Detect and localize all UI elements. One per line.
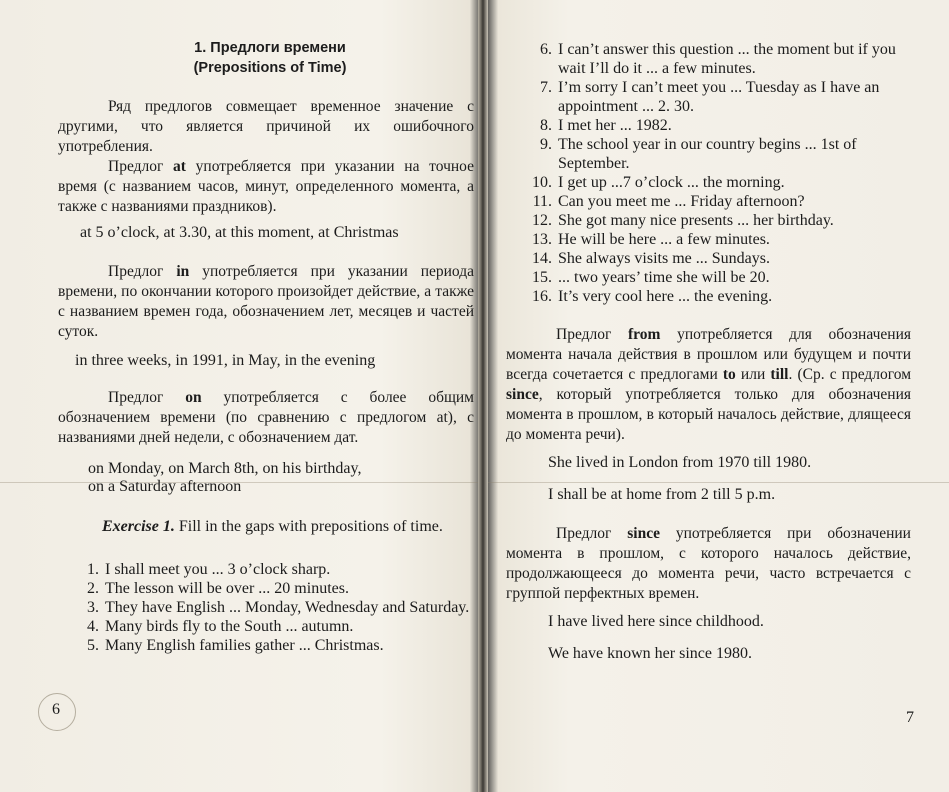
- list-item: [528, 230, 913, 249]
- item-text: It’s very cool here ... the evening.: [558, 288, 773, 305]
- item-number: 4.: [87, 618, 99, 635]
- item-text: Can you meet me ... Friday afternoon?: [558, 193, 805, 210]
- on-paragraph: [58, 388, 474, 448]
- since-post: употребляется при обозначении момента в прошлом, с которого началось действие, продолжающееся до момента речи, часто встречается с группой перфектных времен.: [506, 525, 911, 602]
- at-keyword: at: [173, 158, 186, 175]
- list-item: [75, 636, 470, 655]
- item-text: I met her ... 1982.: [558, 117, 672, 134]
- item-number: 3.: [87, 599, 99, 616]
- since-pre: Предлог: [556, 525, 628, 542]
- item-text: I get up ...7 o’clock ... the morning.: [558, 174, 785, 191]
- list-item: [528, 211, 913, 230]
- item-text: I shall meet you ... 3 o’clock sharp.: [105, 561, 331, 578]
- on-examples-line-2: on a Saturday afternoon: [88, 478, 242, 495]
- on-examples-line-1: on Monday, on March 8th, on his birthday,: [88, 460, 362, 477]
- exercise-instruction: Fill in the gaps with prepositions of time.: [174, 518, 443, 535]
- at-pre: Предлог: [108, 158, 174, 175]
- item-text: They have English ... Monday, Wednesday and Saturday.: [105, 599, 470, 616]
- section-title: [120, 38, 420, 78]
- from-mid2: . (Ср. с предлогом: [788, 366, 912, 383]
- list-item: [528, 268, 913, 287]
- item-number: 11.: [532, 193, 552, 210]
- item-text: The school year in our country begins ... 1st of September.: [558, 136, 857, 172]
- item-text: He will be here ... a few minutes.: [558, 231, 770, 248]
- list-item: [75, 617, 470, 636]
- item-number: 12.: [532, 212, 552, 229]
- from-mid: употребляется для обозначения момента начала действия в прошлом или будущем и почти всегда сочетается с предлогами: [506, 326, 911, 383]
- since-keyword-a: since: [506, 386, 539, 403]
- exercise-list-left: [75, 560, 470, 655]
- since-keyword: since: [627, 525, 660, 542]
- exercise-label: Exercise 1.: [102, 518, 175, 535]
- in-pre: Предлог: [108, 263, 177, 280]
- list-item: [528, 40, 913, 78]
- list-item: [75, 598, 470, 617]
- item-text: She got many nice presents ... her birthday.: [558, 212, 834, 229]
- on-pre: Предлог: [108, 389, 186, 406]
- in-examples: in three weeks, in 1991, in May, in the evening: [75, 352, 376, 369]
- list-item: [528, 249, 913, 268]
- title-russian: 1. Предлоги времени: [194, 40, 346, 56]
- till-keyword: till: [770, 366, 789, 383]
- on-keyword: on: [185, 389, 202, 406]
- item-text: ... two years’ time she will be 20.: [558, 269, 770, 286]
- item-text: She always visits me ... Sundays.: [558, 250, 770, 267]
- from-pre: Предлог: [556, 326, 628, 343]
- list-item: [528, 287, 913, 306]
- item-number: 10.: [532, 174, 552, 191]
- item-number: 7.: [540, 79, 552, 96]
- from-paragraph: [506, 325, 911, 445]
- from-keyword: from: [628, 326, 661, 343]
- page-number-left: 6: [52, 701, 60, 718]
- item-text: Many birds fly to the South ... autumn.: [105, 618, 354, 635]
- item-text: The lesson will be over ... 20 minutes.: [105, 580, 349, 597]
- exercise-list-right: [528, 40, 913, 306]
- or-word: или: [735, 366, 771, 383]
- at-paragraph: [58, 157, 474, 217]
- list-item: [528, 173, 913, 192]
- item-text: Many English families gather ... Christmas.: [105, 637, 384, 654]
- item-number: 5.: [87, 637, 99, 654]
- right-page: [488, 0, 949, 792]
- from-example-2: I shall be at home from 2 till 5 p.m.: [548, 486, 776, 503]
- item-number: 16.: [532, 288, 552, 305]
- item-number: 15.: [532, 269, 552, 286]
- title-english: (Prepositions of Time): [193, 60, 347, 76]
- in-keyword: in: [176, 263, 190, 280]
- on-post: употребляется с более общим обозначением времени (по сравнению с предлогом at), с названиями дней недели, с обозначением дат.: [58, 389, 474, 446]
- item-number: 6.: [540, 41, 552, 58]
- since-paragraph: [506, 524, 911, 604]
- in-paragraph: [58, 262, 474, 342]
- item-number: 13.: [532, 231, 552, 248]
- item-text: I’m sorry I can’t meet you ... Tuesday as I have an appointment ... 2. 30.: [558, 79, 880, 115]
- since-example-2: We have known her since 1980.: [548, 645, 752, 662]
- to-keyword: to: [722, 366, 736, 383]
- from-post: , который употребляется только для обозначения момента в прошлом, в который началось действие, длящееся до момента речи).: [506, 386, 911, 443]
- exercise-heading: [58, 517, 472, 537]
- item-number: 9.: [540, 136, 552, 153]
- item-number: 2.: [87, 580, 99, 597]
- from-example-1: She lived in London from 1970 till 1980.: [548, 454, 812, 471]
- list-item: [528, 135, 913, 173]
- item-number: 1.: [87, 561, 99, 578]
- list-item: [528, 116, 913, 135]
- item-number: 8.: [540, 117, 552, 134]
- list-item: [75, 560, 470, 579]
- intro-paragraph: Ряд предлогов совмещает временное значение с другими, что является причиной их ошибочного употребления.: [58, 98, 474, 155]
- page-number-right: 7: [906, 709, 914, 726]
- list-item: [528, 78, 913, 116]
- list-item: [75, 579, 470, 598]
- list-item: [528, 192, 913, 211]
- at-examples: at 5 o’clock, at 3.30, at this moment, at Christmas: [80, 224, 399, 241]
- item-number: 14.: [532, 250, 552, 267]
- since-example-1: I have lived here since childhood.: [548, 613, 764, 630]
- in-post: употребляется при указании периода времени, по окончании которого произойдет действие, а также с названием времен года, обозначением лет, месяцев и частей суток.: [58, 263, 474, 340]
- at-post: употребляется при указании на точное время (с названием часов, минут, определенного момента, а также с названиями праздников).: [58, 158, 474, 215]
- item-text: I can’t answer this question ... the moment but if you wait I’ll do it ... a few minutes.: [558, 41, 896, 77]
- book-gutter: [478, 0, 488, 792]
